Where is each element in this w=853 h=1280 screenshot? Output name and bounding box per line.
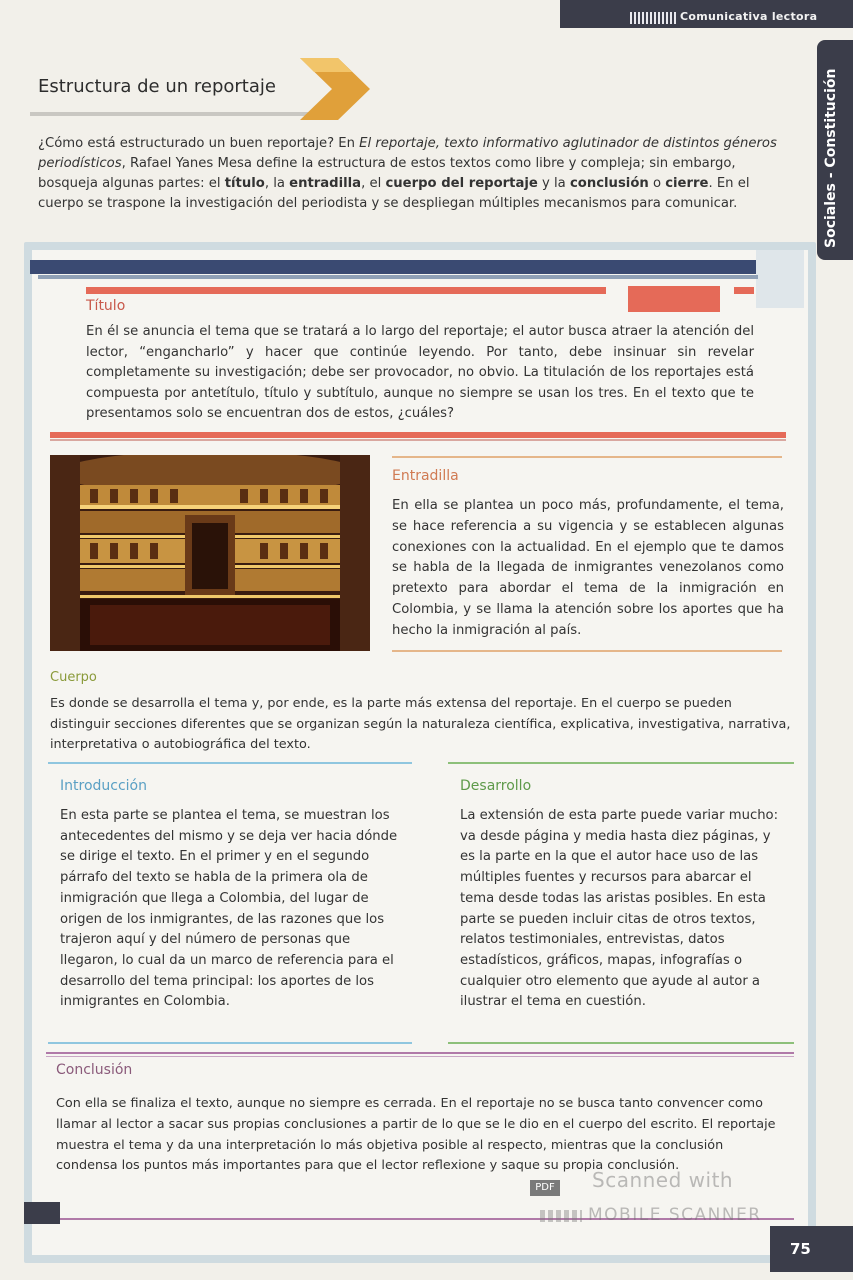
frame-header-underline bbox=[38, 275, 758, 279]
cuerpo-heading: Cuerpo bbox=[50, 670, 97, 685]
watermark-line-2: MOBILE SCANNER bbox=[588, 1205, 762, 1225]
barcode-stripes bbox=[630, 12, 678, 24]
introduccion-heading: Introducción bbox=[60, 778, 147, 794]
introduccion-bottom-rule bbox=[48, 1042, 412, 1044]
titulo-tab bbox=[628, 286, 720, 312]
introduccion-box bbox=[48, 762, 412, 1046]
frame-header-bar bbox=[30, 260, 756, 274]
page-number-box bbox=[770, 1226, 853, 1272]
page-fold bbox=[756, 250, 804, 308]
conclusion-text: Con ella se finaliza el texto, aunque no siempre es cerrada. En el reportaje no se busca tanto convencer como llamar al lector a sacar sus propias conclusiones a partir de lo que se le dio en el cuerpo del escrito. El reportaje muestra el tema y da una interpretación lo más objetiva posible al respecto, mientras que la conclusión condensa los puntos más importantes para que el lector reflexione y saque su propia conclusión. bbox=[56, 1096, 776, 1174]
entradilla-heading: Entradilla bbox=[392, 468, 459, 484]
watermark-line-1: Scanned with bbox=[592, 1168, 734, 1192]
titulo-bar-right bbox=[734, 287, 754, 294]
desarrollo-bottom-rule bbox=[448, 1042, 794, 1044]
running-head: Comunicativa lectora bbox=[680, 10, 818, 23]
desarrollo-top-rule bbox=[448, 762, 794, 764]
conclusion-top-rule-thin bbox=[46, 1056, 794, 1057]
title-rule bbox=[30, 112, 330, 116]
entradilla-top-rule bbox=[392, 456, 782, 458]
desarrollo-box bbox=[448, 762, 794, 1046]
titulo-bottom-rule bbox=[50, 432, 786, 438]
section-title: Estructura de un reportaje bbox=[38, 76, 276, 97]
entradilla-text: En ella se plantea un poco más, profundamente, el tema, se hace referencia a su vigencia y se establecen algunas conexiones con la actualidad. En el ejemplo que te damos se habla de la llegada de inmigrantes venezolanos como pretexto para abordar el tema de la inmigración en Colombia, y se llama la atención sobre los aportes que ha hecho la inmigración al país. bbox=[392, 498, 784, 638]
conclusion-heading: Conclusión bbox=[56, 1062, 133, 1078]
theater-photo bbox=[50, 455, 370, 651]
conclusion-top-rule bbox=[46, 1052, 794, 1054]
scanner-icon bbox=[540, 1210, 582, 1222]
intro-paragraph: ¿Cómo está estructurado un buen reportaje? En El reportaje, texto informativo aglutinador de distintos géneros periodísticos, Rafael Yanes Mesa define la estructura de estos textos como libre y compleja; sin embargo, bosqueja algunas partes: el título, la entradilla, el cuerpo del reportaje y la conclusión o cierre. En el cuerpo se traspone la investigación del periodista y se despliegan múltiples mecanismos para comunicar. bbox=[38, 136, 777, 211]
desarrollo-text: La extensión de esta parte puede variar mucho: va desde página y media hasta diez páginas, y es la parte en la que el autor hace uso de las múltiples fuentes y recursos para abarcar el tema desde todas las aristas posibles. En esta parte se pueden incluir citas de otros textos, relatos testimoniales, entrevistas, datos estadísticos, gráficos, mapas, infografías o cualquier otro elemento que ayude al autor a ilustrar el tema en cuestión. bbox=[460, 808, 779, 1010]
titulo-bar bbox=[86, 287, 606, 294]
entradilla-bottom-rule bbox=[392, 650, 782, 652]
titulo-heading: Título bbox=[86, 298, 126, 314]
chevron-arrow-icon bbox=[300, 58, 370, 120]
titulo-text: En él se anuncia el tema que se tratará a lo largo del reportaje; el autor busca atraer la atención del lector, “engancharlo” y hacer que continúe leyendo. Por tanto, debe insinuar sin revelar completamente su investigación; debe ser provocador, no obvio. La titulación de los reportajes está compuesta por antetítulo, título y subtítulo, aunque no siempre se usan los tres. En el texto que te presentamos solo se encuentran dos de estos, ¿cuáles? bbox=[86, 324, 754, 421]
introduccion-top-rule bbox=[48, 762, 412, 764]
desarrollo-heading: Desarrollo bbox=[460, 778, 532, 794]
corner-block bbox=[24, 1202, 60, 1224]
side-tab-label: Sociales - Constitución bbox=[823, 68, 839, 248]
introduccion-text: En esta parte se plantea el tema, se muestran los antecedentes del mismo y se deja ver hacia dónde se dirige el texto. En el primer y en el segundo párrafo del texto se habla de la primera ola de inmigración que llega a Colombia, del lugar de origen de los inmigrantes, de las razones que los trajeron aquí y del número de personas que llegaron, lo cual da un marco de referencia para el desarrollo del tema principal: los aportes de los inmigrantes en Colombia. bbox=[60, 808, 398, 1010]
titulo-bottom-rule-thin bbox=[50, 439, 786, 441]
side-tab bbox=[817, 40, 853, 260]
cuerpo-text: Es donde se desarrolla el tema y, por ende, es la parte más extensa del reportaje. En el cuerpo se pueden distinguir secciones diferentes que se organizan según la naturaleza científica, explicativa, investigativa, narrativa, interpretativa o autobiográfica del texto. bbox=[50, 696, 791, 752]
pdf-badge: PDF bbox=[530, 1180, 560, 1196]
page-number: 75 bbox=[790, 1240, 811, 1258]
